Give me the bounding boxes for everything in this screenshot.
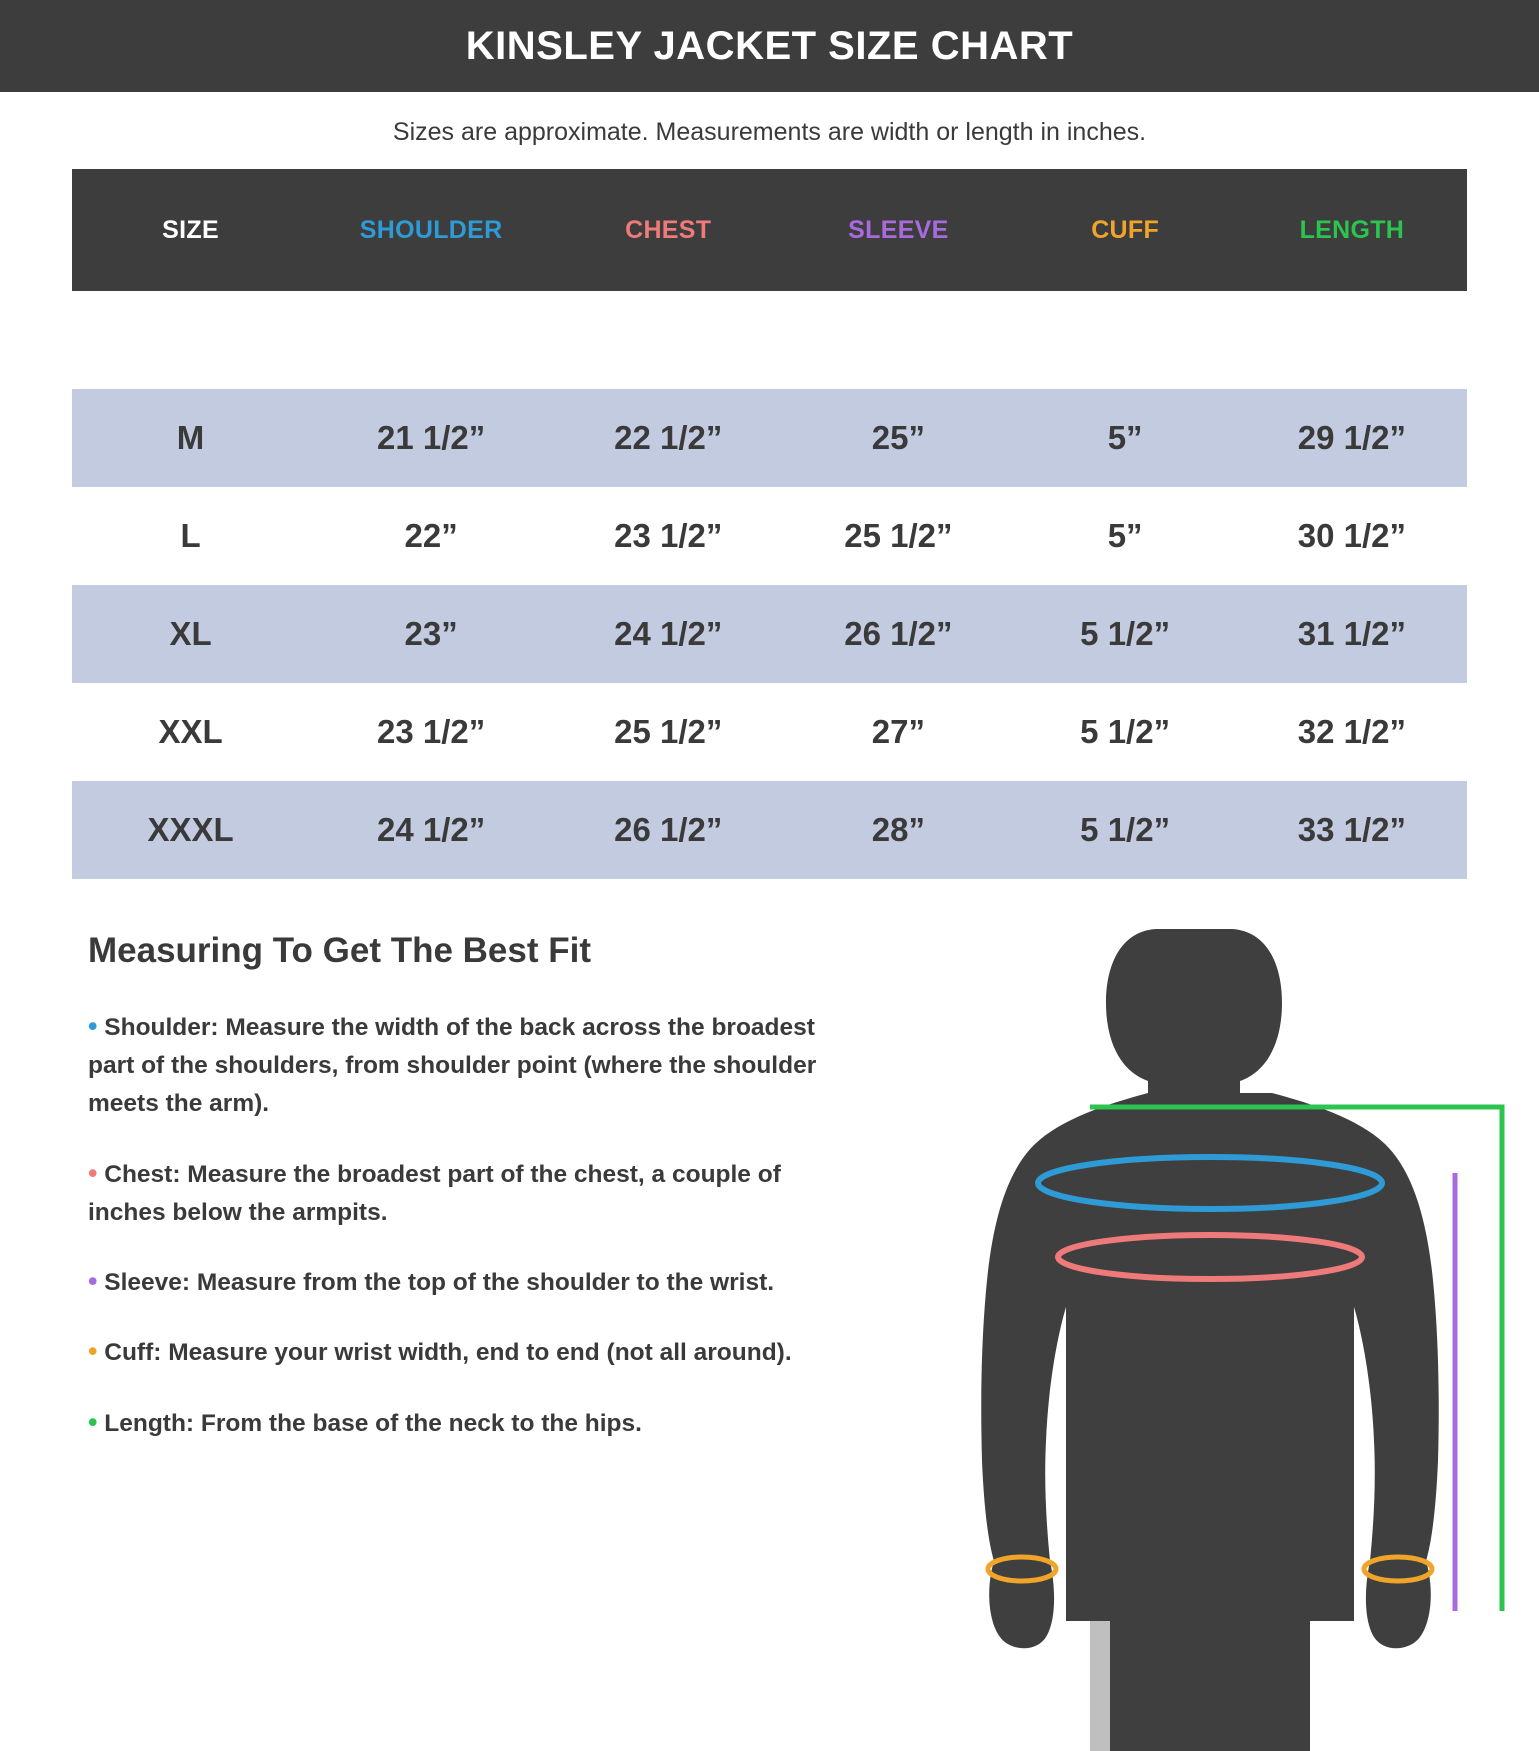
column-header-cuff: CUFF	[1091, 215, 1160, 244]
table-body	[72, 291, 1467, 879]
size-chart-table	[72, 169, 1467, 879]
cell-shoulder: 21 1/2”	[309, 389, 553, 487]
cell-size: XXXL	[72, 781, 309, 879]
guide-item-length	[88, 1401, 858, 1443]
column-header-shoulder: SHOULDER	[359, 215, 503, 244]
cell-shoulder: 22”	[309, 487, 553, 585]
table-row	[72, 585, 1467, 683]
measuring-guide-text	[0, 931, 900, 1471]
cell-shoulder: 23 1/2”	[309, 683, 553, 781]
guide-item-shoulder	[88, 1005, 858, 1124]
bullet-dot-icon: •	[88, 1011, 98, 1041]
cell-size: XXL	[72, 683, 309, 781]
bullet-dot-icon: •	[88, 1157, 98, 1188]
table-spacer-cell	[72, 291, 1467, 389]
column-header-size: SIZE	[162, 215, 219, 244]
cell-cuff: 5”	[1014, 389, 1237, 487]
cell-chest: 25 1/2”	[553, 683, 783, 781]
guide-item-chest	[88, 1152, 858, 1232]
title-bar	[0, 0, 1539, 92]
cell-cuff: 5 1/2”	[1014, 781, 1237, 879]
bullet-dot-icon: •	[88, 1336, 98, 1367]
column-header-sleeve: SLEEVE	[848, 215, 949, 244]
cell-shoulder: 24 1/2”	[309, 781, 553, 879]
cell-sleeve: 27”	[783, 683, 1013, 781]
cell-length: 33 1/2”	[1237, 781, 1467, 879]
cell-chest: 22 1/2”	[553, 389, 783, 487]
cell-length: 29 1/2”	[1237, 389, 1467, 487]
guide-item-text: Sleeve: Measure from the top of the shoulder to the wrist.	[104, 1269, 775, 1297]
cell-sleeve: 25”	[783, 389, 1013, 487]
guide-item-text: Chest: Measure the broadest part of the chest, a couple of inches below the armpits.	[88, 1160, 781, 1226]
table-row	[72, 781, 1467, 879]
body-silhouette	[981, 929, 1439, 1751]
table-header-row	[72, 169, 1467, 291]
column-header-length: LENGTH	[1299, 215, 1405, 244]
table-header	[72, 169, 1467, 291]
cell-chest: 23 1/2”	[553, 487, 783, 585]
table-row	[72, 389, 1467, 487]
cell-shoulder: 23”	[309, 585, 553, 683]
cell-size: L	[72, 487, 309, 585]
cell-size: XL	[72, 585, 309, 683]
table-row	[72, 683, 1467, 781]
guide-item-sleeve	[88, 1260, 858, 1302]
guide-item-text: Shoulder: Measure the width of the back across the broadest part of the shoulders, from shoulder point (where the shoulder meets the arm).	[88, 1014, 817, 1118]
cell-sleeve: 28”	[783, 781, 1013, 879]
cell-sleeve: 26 1/2”	[783, 585, 1013, 683]
cell-length: 31 1/2”	[1237, 585, 1467, 683]
cell-chest: 26 1/2”	[553, 781, 783, 879]
guide-item-text: Cuff: Measure your wrist width, end to end (not all around).	[104, 1339, 792, 1367]
cell-sleeve: 25 1/2”	[783, 487, 1013, 585]
table-row	[72, 487, 1467, 585]
guide-item-text: Length: From the base of the neck to the hips.	[104, 1409, 642, 1437]
column-header-chest: CHEST	[625, 215, 712, 244]
subtitle: Sizes are approximate. Measurements are width or length in inches.	[392, 118, 1147, 146]
size-table-wrap	[0, 169, 1539, 879]
cell-length: 30 1/2”	[1237, 487, 1467, 585]
measurement-diagram	[900, 931, 1539, 1471]
page-title: KINSLEY JACKET SIZE CHART	[465, 23, 1074, 68]
cell-cuff: 5 1/2”	[1014, 683, 1237, 781]
guide-item-cuff	[88, 1330, 858, 1372]
cell-cuff: 5 1/2”	[1014, 585, 1237, 683]
cell-chest: 24 1/2”	[553, 585, 783, 683]
cell-size: M	[72, 389, 309, 487]
bullet-dot-icon: •	[88, 1406, 98, 1437]
table-spacer-row	[72, 291, 1467, 389]
cell-cuff: 5”	[1014, 487, 1237, 585]
cell-length: 32 1/2”	[1237, 683, 1467, 781]
measuring-guide-section	[0, 879, 1539, 1471]
bullet-dot-icon: •	[88, 1266, 98, 1297]
body-figure-illustration	[910, 921, 1530, 1751]
measuring-guide-heading: Measuring To Get The Best Fit	[88, 931, 592, 970]
